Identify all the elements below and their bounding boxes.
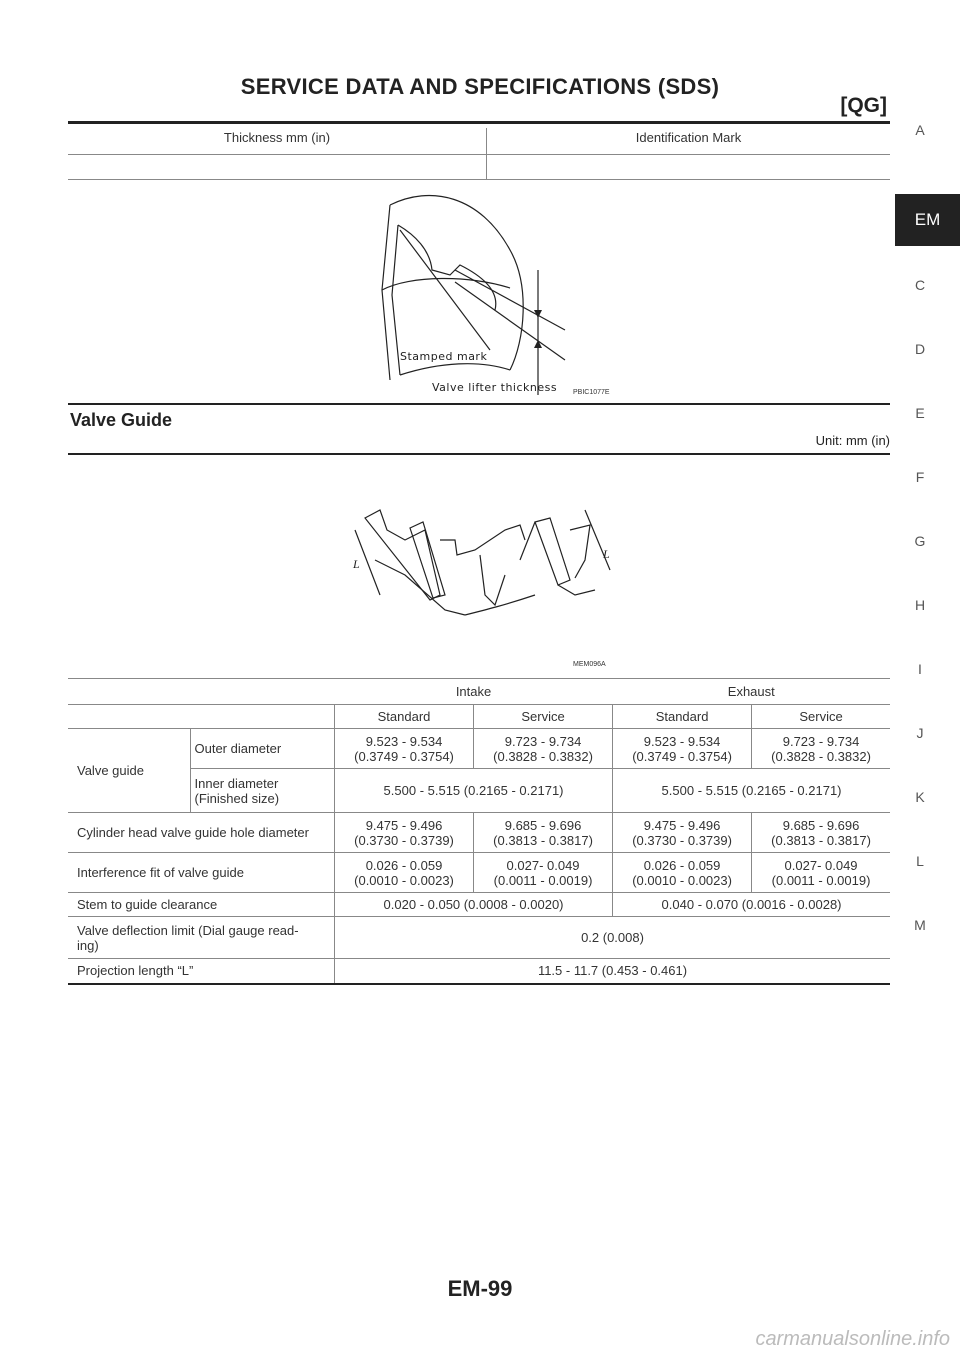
lifter-thickness-table bbox=[68, 128, 890, 180]
row-label-inner-diameter: Inner diameter (Finished size) bbox=[190, 769, 335, 813]
valve-lifter-figure bbox=[360, 190, 630, 400]
table-cell bbox=[68, 705, 190, 729]
table-cell: 9.475 - 9.496 (0.3730 - 0.3739) bbox=[613, 813, 752, 853]
table-cell bbox=[68, 679, 335, 705]
projection-l-right: L bbox=[603, 547, 610, 561]
col-intake-service: Service bbox=[474, 705, 613, 729]
table-cell: 0.020 - 0.050 (0.0008 - 0.0020) bbox=[335, 893, 613, 917]
watermark-footer[interactable]: carmanualsonline.info bbox=[755, 1328, 950, 1350]
table-cell: 5.500 - 5.515 (0.2165 - 0.2171) bbox=[335, 769, 613, 813]
table-cell: 0.026 - 0.059 (0.0010 - 0.0023) bbox=[613, 853, 752, 893]
index-letter-d[interactable]: D bbox=[914, 341, 926, 357]
row-label-valve-guide: Valve guide bbox=[68, 729, 190, 813]
valve-guide-table bbox=[68, 678, 890, 985]
table-cell bbox=[190, 705, 335, 729]
index-letter-c[interactable]: C bbox=[914, 277, 926, 293]
engine-code: [QG] bbox=[840, 94, 887, 117]
table-cell: 0.026 - 0.059 (0.0010 - 0.0023) bbox=[335, 853, 474, 893]
figure-code: PBIC1077E bbox=[573, 389, 610, 396]
row-label-interference-fit: Interference fit of valve guide bbox=[68, 853, 335, 893]
table-cell: 0.027- 0.049 (0.0011 - 0.0019) bbox=[474, 853, 613, 893]
table-cell: 9.685 - 9.696 (0.3813 - 0.3817) bbox=[771, 817, 871, 848]
unit-note: Unit: mm (in) bbox=[815, 433, 890, 448]
table-cell bbox=[487, 154, 891, 179]
index-letter-f[interactable]: F bbox=[915, 469, 925, 485]
table-cell: 9.523 - 9.534 (0.3749 - 0.3754) bbox=[335, 729, 474, 769]
valve-guide-figure bbox=[345, 500, 625, 670]
arrow-up-icon bbox=[534, 340, 542, 348]
col-exhaust-service: Service bbox=[799, 709, 843, 724]
section-rule-top bbox=[68, 403, 890, 405]
col-exhaust: Exhaust bbox=[727, 684, 775, 699]
table-cell: 0.2 (0.008) bbox=[581, 930, 644, 945]
row-label-stem-clearance: Stem to guide clearance bbox=[68, 893, 335, 917]
row-label-hole-diameter: Cylinder head valve guide hole diameter bbox=[68, 813, 335, 853]
figure-code: MEM096A bbox=[573, 661, 606, 668]
table-cell: 9.723 - 9.734 (0.3828 - 0.3832) bbox=[771, 733, 871, 764]
index-letter-g[interactable]: G bbox=[914, 533, 926, 549]
index-tab-em-active[interactable]: EM bbox=[895, 194, 960, 246]
table-cell: 9.523 - 9.534 (0.3749 - 0.3754) bbox=[613, 729, 752, 769]
col-identification-mark: Identification Mark bbox=[635, 130, 742, 145]
lifter-thickness-label: Valve lifter thickness bbox=[432, 381, 558, 394]
col-intake: Intake bbox=[455, 684, 492, 699]
section-title: Valve Guide bbox=[70, 410, 173, 430]
section-rule bbox=[68, 453, 890, 455]
col-intake-standard: Standard bbox=[335, 705, 474, 729]
table-cell: 9.723 - 9.734 (0.3828 - 0.3832) bbox=[474, 729, 613, 769]
table-cell: 9.685 - 9.696 (0.3813 - 0.3817) bbox=[474, 813, 613, 853]
index-letter-e[interactable]: E bbox=[915, 405, 925, 421]
col-exhaust-standard: Standard bbox=[613, 705, 752, 729]
index-letter-l[interactable]: L bbox=[916, 853, 924, 869]
table-cell: 5.500 - 5.515 (0.2165 - 0.2171) bbox=[661, 783, 842, 798]
row-label-projection-length: Projection length “L” bbox=[68, 959, 335, 984]
index-letter-h[interactable]: H bbox=[914, 597, 926, 613]
table-cell: 0.040 - 0.070 (0.0016 - 0.0028) bbox=[661, 897, 842, 912]
projection-l-left: L bbox=[353, 557, 360, 571]
stamped-mark-label: Stamped mark bbox=[400, 350, 488, 363]
row-label-outer-diameter: Outer diameter bbox=[190, 729, 335, 769]
index-letter-a[interactable]: A bbox=[915, 122, 925, 138]
index-letter-j[interactable]: J bbox=[916, 725, 924, 741]
table-cell bbox=[68, 154, 487, 179]
page-number: EM-99 bbox=[447, 1276, 513, 1301]
table-cell: 0.027- 0.049 (0.0011 - 0.0019) bbox=[771, 857, 871, 888]
col-thickness: Thickness mm (in) bbox=[68, 128, 487, 154]
page-title: SERVICE DATA AND SPECIFICATIONS (SDS) bbox=[240, 74, 720, 99]
index-letter-i[interactable]: I bbox=[918, 661, 922, 677]
header-rule bbox=[68, 121, 890, 124]
table-cell: 9.475 - 9.496 (0.3730 - 0.3739) bbox=[335, 813, 474, 853]
index-letter-m[interactable]: M bbox=[914, 917, 926, 933]
table-cell: 11.5 - 11.7 (0.453 - 0.461) bbox=[537, 963, 688, 979]
index-letter-k[interactable]: K bbox=[915, 789, 925, 805]
row-label-deflection-limit: Valve deflection limit (Dial gauge read- ing) bbox=[68, 917, 335, 959]
